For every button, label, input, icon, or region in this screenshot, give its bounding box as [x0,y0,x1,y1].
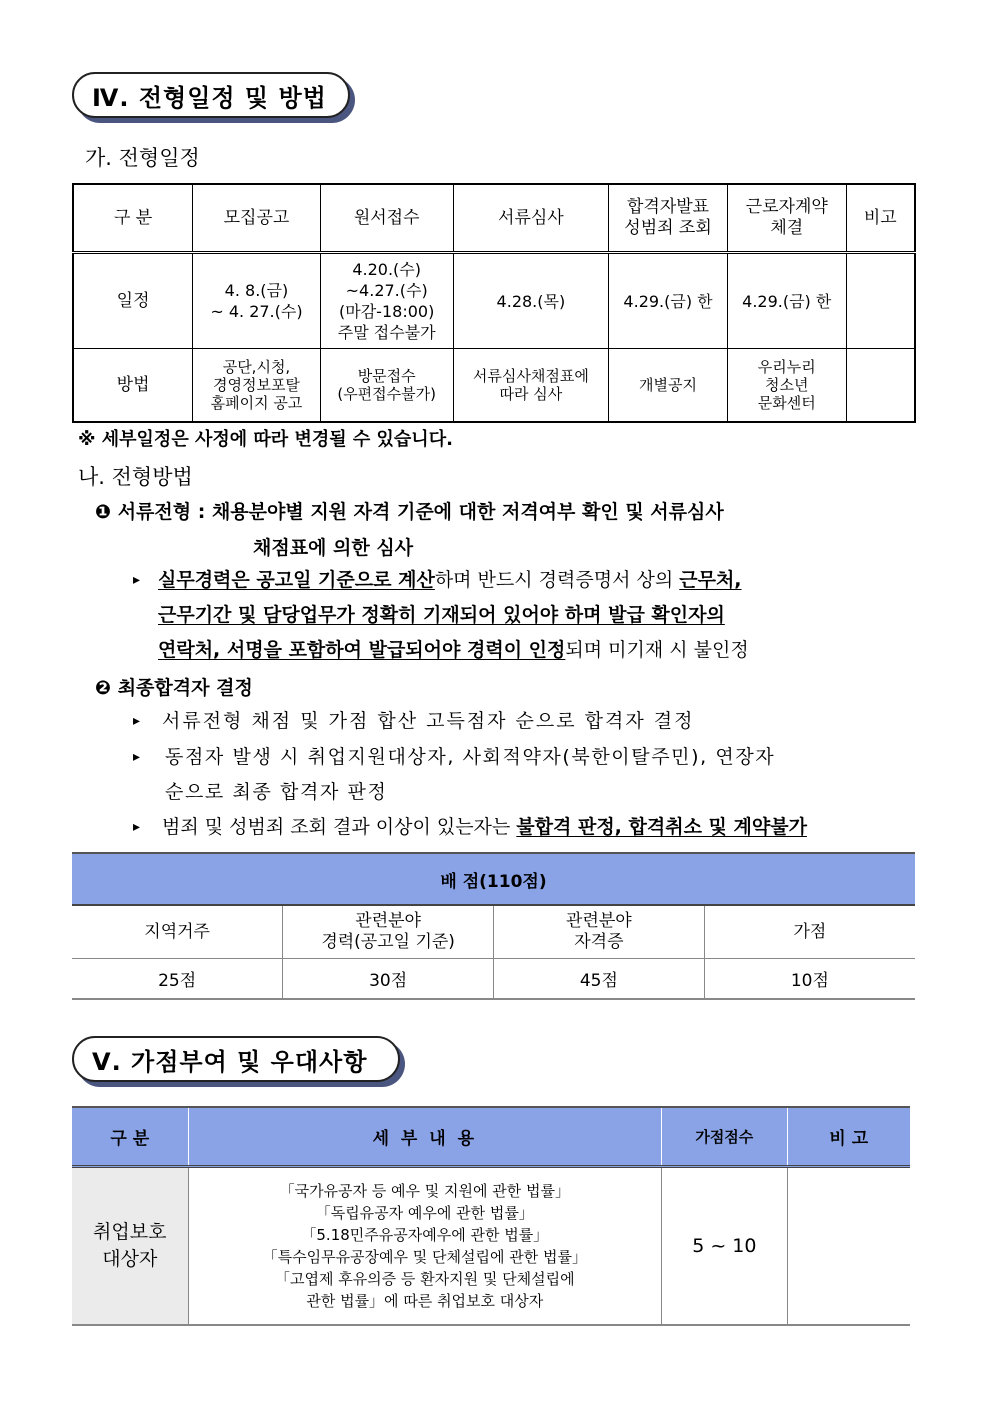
header-cell: 합격자발표 성범죄 조회 [609,184,728,253]
table-cell: 4.20.(수) ~4.27.(수) (마감-18:00) 주말 접수불가 [320,253,453,349]
header-cell: 가점 [704,905,915,959]
bullet-icon: ▸ [133,819,141,835]
header-cell: 구 분 [72,1107,188,1167]
subheading-method: 나. 전형방법 [78,465,193,489]
table-cell: 공단,시청, 경영정보포탈 홈페이지 공고 [193,349,321,423]
category-cell: 취업보호 대상자 [72,1167,188,1326]
item2-bullet3: 범죄 및 성범죄 조회 결과 이상이 있는자는 불합격 판정, 합격취소 및 계약불가 [162,816,807,838]
bullet-icon: ▸ [133,572,141,588]
table-cell: 4.28.(목) [453,253,609,349]
table-cell: 방법 [73,349,193,423]
header-cell: 관련분야 경력(공고일 기준) [283,905,494,959]
bonus-table [72,1106,910,1326]
table-cell: 개별공지 [609,349,728,423]
score-cell: 5 ~ 10 [662,1167,787,1326]
item2-bullet2: 동점자 발생 시 취업지원대상자, 사회적약자(북한이탈주민), 연장자 [165,746,776,768]
subheading-schedule: 가. 전형일정 [85,146,200,170]
table-cell: 일정 [73,253,193,349]
section-title-5: Ⅴ. 가점부여 및 우대사항 [72,1036,400,1082]
note-cell [787,1167,910,1326]
item1-heading-cont: 채점표에 의한 심사 [253,537,414,559]
table-cell: 우리누리 청소년 문화센터 [727,349,846,423]
item2-bullet1: 서류전형 채점 및 가점 합산 고득점자 순으로 합격자 결정 [162,710,695,732]
table-cell: 방문접수 (우편접수불가) [320,349,453,423]
table-cell [846,253,915,349]
header-cell: 구 분 [73,184,193,253]
header-cell: 관련분야 자격증 [494,905,705,959]
header-cell: 가점점수 [662,1107,787,1167]
header-cell: 세 부 내 용 [188,1107,662,1167]
details-cell: 「국가유공자 등 예우 및 지원에 관한 법률」 「독립유공자 예우에 관한 법률」 「5.18민주유공자예우에 관한 법률」 「특수임무유공장예우 및 단체설립에 관한 법률」 「고엽제 후유의증 등 환자지원 및 단체설립에 관한 법률」에 따른 취업보호 대상자 [188,1167,662,1326]
table-cell: 4.29.(금) 한 [727,253,846,349]
item1-heading: ❶ 서류전형 : 채용분야별 지원 자격 기준에 대한 저격여부 확인 및 서류심사 [95,501,724,523]
table-row [73,349,915,423]
header-cell: 비고 [846,184,915,253]
table-cell: 4.29.(금) 한 [609,253,728,349]
table-cell: 4. 8.(금) ~ 4. 27.(수) [193,253,321,349]
score-value: 30점 [283,959,494,1000]
score-value: 25점 [72,959,283,1000]
header-cell: 비 고 [787,1107,910,1167]
table-cell: 서류심사채점표에 따라 심사 [453,349,609,423]
score-table-title: 배 점(110점) [72,853,915,905]
header-cell: 근로자계약 체결 [727,184,846,253]
bullet-icon: ▸ [133,749,141,765]
table-row [72,1167,910,1326]
table-row [73,253,915,349]
header-cell: 서류심사 [453,184,609,253]
header-cell: 모집공고 [193,184,321,253]
item1-bullet-line2: 근무기간 및 담당업무가 정확히 기재되어 있어야 하며 발급 확인자의 [158,604,725,626]
score-value: 45점 [494,959,705,1000]
header-cell: 지역거주 [72,905,283,959]
score-table [72,852,915,1000]
schedule-note: ※ 세부일정은 사정에 따라 변경될 수 있습니다. [78,429,453,450]
header-cell: 원서접수 [320,184,453,253]
section-title-4: Ⅳ. 전형일정 및 방법 [72,72,350,118]
score-value: 10점 [704,959,915,1000]
item2-heading: ❷ 최종합격자 결정 [95,677,253,699]
table-cell [846,349,915,423]
item1-bullet-line3: 연락처, 서명을 포함하여 발급되어야 경력이 인정되며 미기재 시 불인정 [158,639,749,661]
schedule-table [72,183,916,423]
item1-bullet-line1: 실무경력은 공고일 기준으로 계산하며 반드시 경력증명서 상의 근무처, [158,569,742,591]
item2-bullet2-cont: 순으로 최종 합격자 판정 [165,781,388,803]
bullet-icon: ▸ [133,713,141,729]
